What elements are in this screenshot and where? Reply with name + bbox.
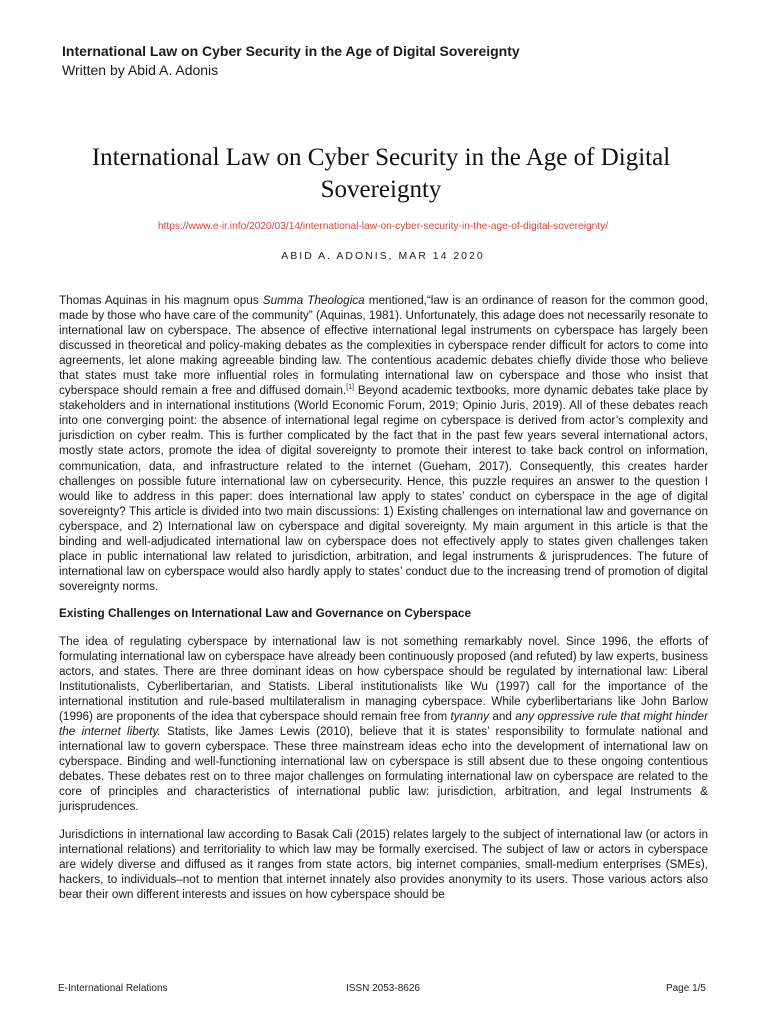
intro-text-a: Thomas Aquinas in his magnum opus	[59, 294, 263, 307]
running-title: International Law on Cyber Security in the Age of Digital Sovereignty	[62, 43, 520, 59]
section-text-e: Statists, like James Lewis (2010), believe that it is states’ responsibility to formulate national and international law to govern cyberspace. These three mainstream ideas echo into the development of international law on cyberspace. Binding and well-functioning international law on cyberspace is still absent due to these ongoing contentious debates. These debates rest on to three major challenges on formulating international law on cyberspace are related to the core of principles and characteristics of international public law: jurisdiction, arbitration, and legal Instruments & jurisprudences.	[59, 725, 708, 814]
section-paragraph-1	[59, 634, 708, 815]
running-author: Written by Abid A. Adonis	[62, 62, 219, 78]
intro-paragraph	[59, 293, 708, 594]
footer-page-number: Page 1/5	[665, 983, 706, 994]
footnote-ref-1[interactable]: [1]	[346, 384, 354, 392]
source-url-link[interactable]: https://www.e-ir.info/2020/03/14/international-law-on-cyber-security-in-the-age-of-digital-sovereignty/	[157, 221, 609, 232]
running-header	[62, 42, 722, 80]
intro-text-c: mentioned,“law is an ordinance of reason for the common good, made by those who have care of the community” (Aquinas, 1981). Unfortunately, this adage does not necessarily resonate to international law on cyberspace. The absence of effective international legal instruments on cyberspace has largely been discussed in theoretical and policy-making debates as the complexities in cyberspace render difficult for actors to come into agreements, let alone making agreeable binding law. The contentious academic debates chiefly divide those who believe that states must take more influential roles in formulating international law on cyberspace and those who insist that cyberspace should remain a free and diffused domain.	[59, 294, 708, 398]
intro-italic-title: Summa Theologica	[262, 294, 365, 307]
footer-issn: ISSN 2053-8626	[346, 983, 420, 994]
section-text-c: and	[489, 710, 516, 724]
section-text-a: The idea of regulating cyberspace by international law is not something remarkably novel. Since 1996, the efforts of formulating international law on cyberspace have already been continuously proposed (and refuted) by law experts, business actors, and states. There are three dominant ideas on how cyberspace should be regulated by international law: Liberal Institutionalists, Cyberlibertarian, and Statists. Liberal institutionalists like Wu (1997) call for the importance of the international institution and rule-based multilateralism in managing cyberspace. While cyberlibertarians like John Barlow (1996) are proponents of the idea that cyberspace should remain free from	[59, 634, 708, 724]
section-heading: Existing Challenges on International Law and Governance on Cyberspace	[59, 606, 472, 620]
article-body	[59, 293, 708, 914]
footer-publisher: E-International Relations	[58, 983, 168, 994]
section-paragraph-2: Jurisdictions in international law according to Basak Cali (2015) relates largely to the subject of international law (or actors in international relations) and territoriality to which law may be formally exercised. The subject of law or actors in cyberspace are widely diverse and diffused as it ranges from state actors, big internet companies, small-medium enterprises (SMEs), hackers, to individuals–not to mention that internet innately also provides anonymity to its users. Those various actors also bear their own different interests and issues on how cyberspace should be	[59, 827, 708, 901]
article-title: International Law on Cyber Security in the Age of Digital Sovereignty	[91, 144, 671, 203]
intro-text-d: Beyond academic textbooks, more dynamic debates take place by stakeholders and in international institutions (World Economic Forum, 2019; Opinio Juris, 2019). All of these debates reach into one converging point: the absence of international legal regime on cyberspace is derived from actor’s complexity and jurisdiction on cyber realm. This is further complicated by the fact that in the past few years several international actors, mostly state actors, promote the idea of digital sovereignty to promote their interest to take back control on information, communication, data, and infrastructure related to the internet (Gueham, 2017). Consequently, this creates harder challenges on possible future international law on cybersecurity. Hence, this puzzle requires an answer to the question I would like to address in this paper: does international law apply to states’ conduct on cyberspace in the age of digital sovereignty? This article is divided into two main discussions: 1) Existing challenges on international law and governance on cyberspace, and 2) International law on cyberspace and digital sovereignty. My main argument in this article is that the binding and well-adjudicated international law on cyberspace does not effectively apply to states given challenges taken place in public international law related to jurisdiction, arbitration, and legal instruments & jurisprudences. The future of international law on cyberspace would also hardly apply to states’ conduct due to the increasing trend of promotion of digital sovereignty norms.	[59, 384, 709, 593]
byline: ABID A. ADONIS, MAR 14 2020	[281, 250, 485, 262]
section-italic-rule: any oppressive rule that might hinder the internet liberty.	[59, 710, 708, 739]
section-italic-tyranny: tyranny	[450, 710, 490, 724]
